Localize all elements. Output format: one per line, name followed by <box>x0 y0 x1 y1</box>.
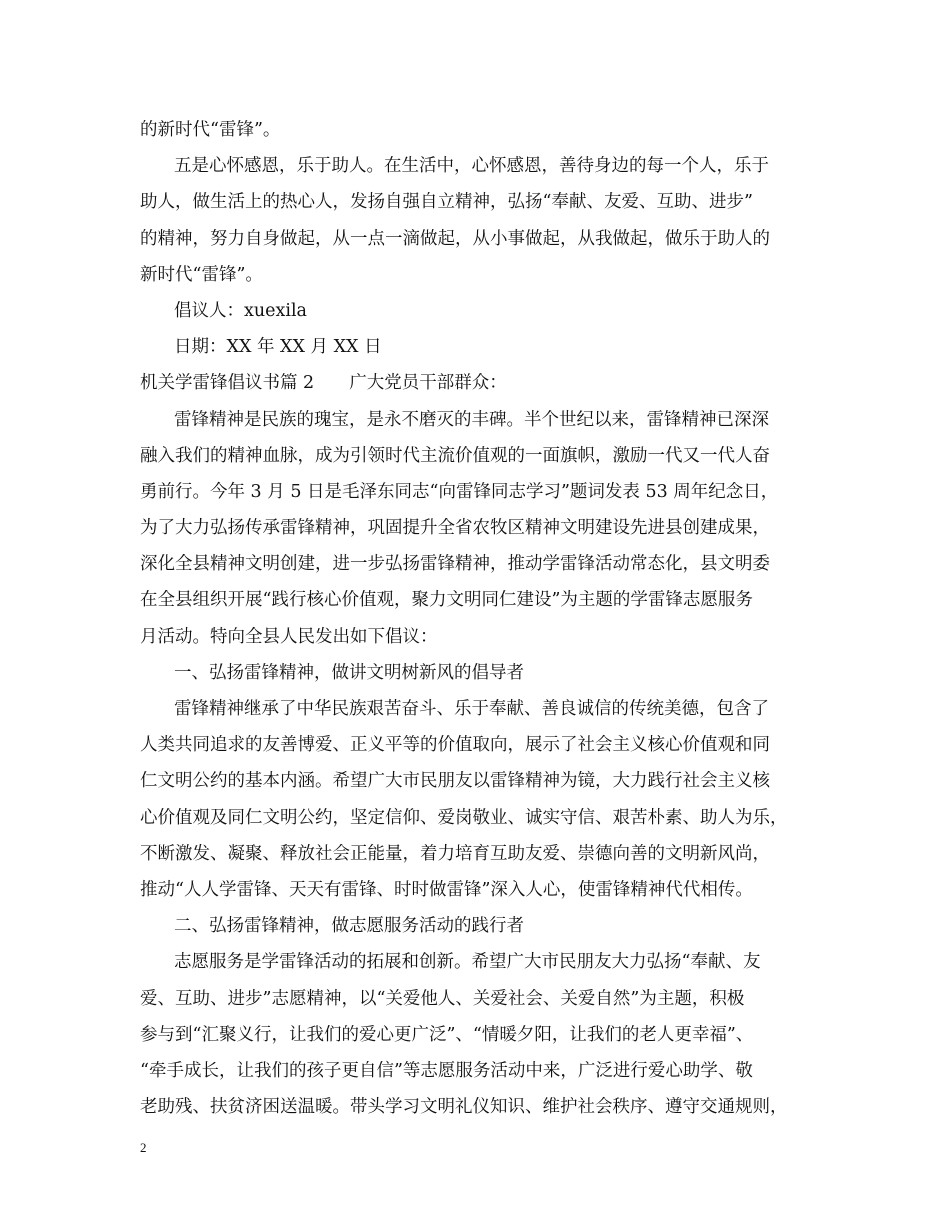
text-line: 老助残、扶贫济困送温暖。带头学习文明礼仪知识、维护社会秩序、遵守交通规则， <box>140 1097 788 1118</box>
text-line: 新时代“雷锋”。 <box>140 264 263 285</box>
text-line: 为了大力弘扬传承雷锋精神，巩固提升全省农牧区精神文明建设先进县创建成果， <box>140 518 770 539</box>
text-line: 的精神，努力自身做起，从一点一滴做起，从小事做起，从我做起，做乐于助人的 <box>140 228 770 249</box>
document-body <box>140 112 820 1125</box>
text-line: 二、弘扬雷锋精神，做志愿服务活动的践行者 <box>174 916 524 937</box>
text-line: 助人，做生活上的热心人，发扬自强自立精神，弘扬“奉献、友爱、互助、进步” <box>140 192 753 213</box>
text-line: 仁文明公约的基本内涵。希望广大市民朋友以雷锋精神为镜，大力践行社会主义核 <box>140 771 770 792</box>
text-line: 一、弘扬雷锋精神，做讲文明树新风的倡导者 <box>174 662 524 683</box>
text-line: 的新时代“雷锋”。 <box>140 120 281 140</box>
text-line: 不断激发、凝聚、释放社会正能量，着力培育互助友爱、崇德向善的文明新风尚， <box>140 843 770 864</box>
text-line: 五是心怀感恩，乐于助人。在生活中，心怀感恩，善待身边的每一个人，乐于 <box>174 156 769 177</box>
text-line: 在全县组织开展“践行核心价值观，聚力文明同仁建设”为主题的学雷锋志愿服务 <box>140 590 753 611</box>
text-line: 志愿服务是学雷锋活动的拓展和创新。希望广大市民朋友大力弘扬“奉献、友 <box>174 952 761 973</box>
text-line: “牵手成长，让我们的孩子更自信”等志愿服务活动中来，广泛进行爱心助学、敬 <box>140 1060 753 1081</box>
text-line: 推动“人人学雷锋、天天有雷锋、时时做雷锋”深入人心，使雷锋精神代代相传。 <box>140 879 753 900</box>
text-line: 雷锋精神继承了中华民族艰苦奋斗、乐于奉献、善良诚信的传统美德，包含了 <box>174 699 769 719</box>
text-line: 爱、互助、进步”志愿精神，以“关爱他人、关爱社会、关爱自然”为主题，积极 <box>140 988 745 1009</box>
text-line: 雷锋精神是民族的瑰宝，是永不磨灭的丰碑。半个世纪以来，雷锋精神已深深 <box>174 409 769 430</box>
text-line: 机关学雷锋倡议书篇 2 广大党员干部群众： <box>140 373 507 394</box>
text-line: 日期：XX 年 XX 月 XX 日 <box>174 337 382 358</box>
text-line: 参与到“汇聚义行，让我们的爱心更广泛”、“情暖夕阳，让我们的老人更幸福”、 <box>140 1024 754 1045</box>
text-line: 融入我们的精神血脉，成为引领时代主流价值观的一面旗帜，激励一代又一代人奋 <box>140 445 770 466</box>
text-line: 心价值观及同仁文明公约，坚定信仰、爱岗敬业、诚实守信、艰苦朴素、助人为乐， <box>140 807 788 828</box>
text-line: 深化全县精神文明创建，进一步弘扬雷锋精神，推动学雷锋活动常态化，县文明委 <box>140 554 770 575</box>
text-line: 月活动。特向全县人民发出如下倡议： <box>140 626 438 647</box>
text-line: 勇前行。今年 3 月 5 日是毛泽东同志“向雷锋同志学习”题词发表 53 周年纪念日， <box>140 481 779 502</box>
text-line: 倡议人：xuexila <box>174 300 307 321</box>
page-number: 2 <box>140 1140 147 1155</box>
text-line: 人类共同追求的友善博爱、正义平等的价值取向，展示了社会主义核心价值观和同 <box>140 735 770 756</box>
